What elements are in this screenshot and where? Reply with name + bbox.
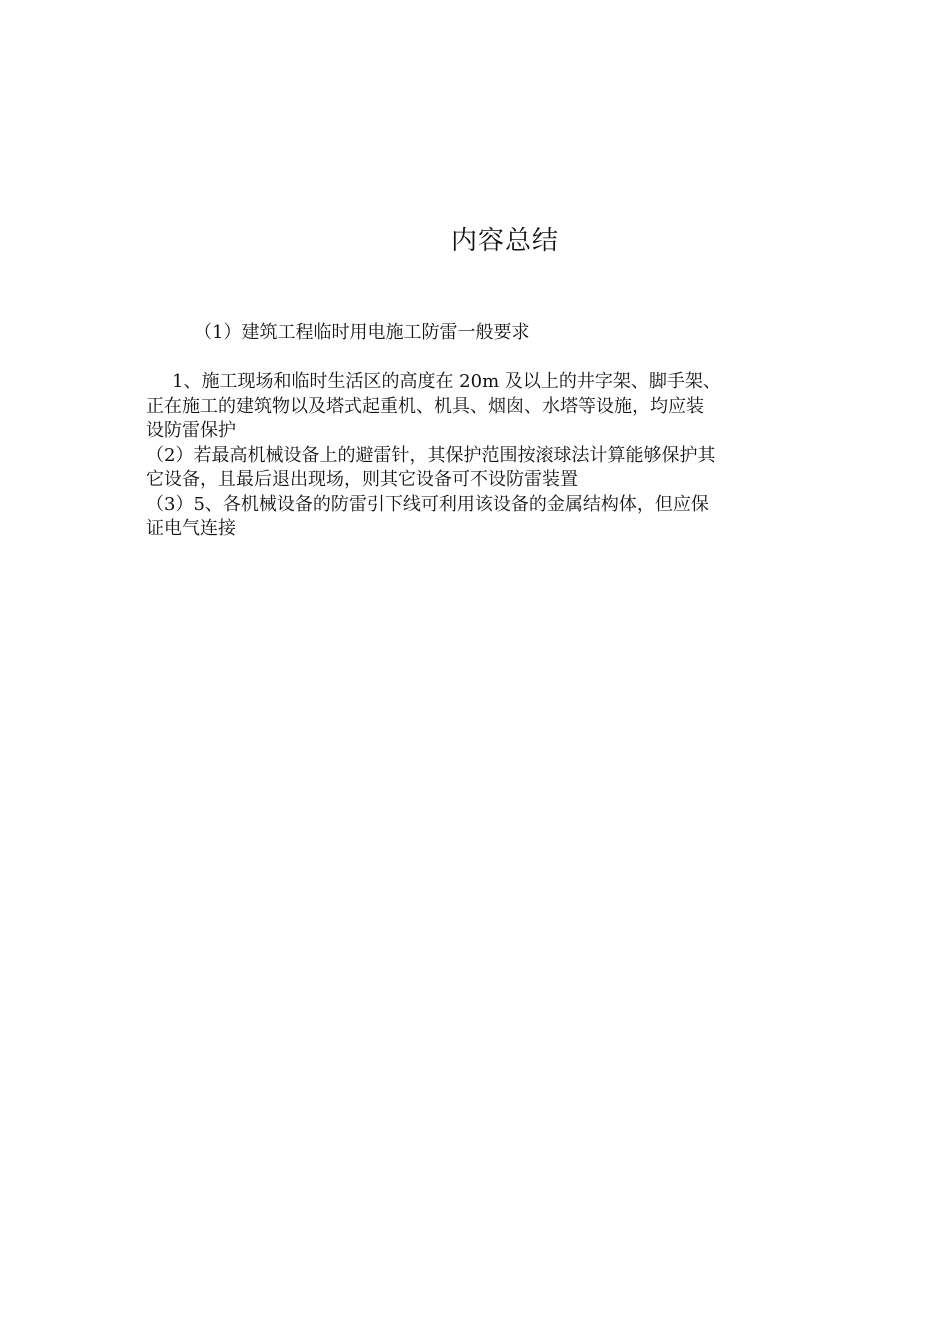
paragraph-line: 证电气连接 — [146, 518, 236, 539]
paragraph-line: 1、施工现场和临时生活区的高度在 20m 及以上的井字架、脚手架、 — [172, 371, 721, 392]
paragraph-line: （2）若最高机械设备上的避雷针，其保护范围按滚球法计算能够保护其 — [146, 444, 716, 466]
document-title: 内容总结 — [450, 226, 559, 256]
section-heading: （1）建筑工程临时用电施工防雷一般要求 — [194, 322, 530, 343]
paragraph-line: 设防雷保护 — [146, 420, 236, 441]
paragraph-line: 它设备，且最后退出现场，则其它设备可不设防雷装置 — [146, 469, 578, 490]
body-paragraph — [146, 370, 806, 542]
paragraph-line: 正在施工的建筑物以及塔式起重机、机具、烟囱、水塔等设施，均应装 — [146, 395, 704, 417]
paragraph-line: （3）5、各机械设备的防雷引下线可利用该设备的金属结构体，但应保 — [146, 493, 709, 515]
